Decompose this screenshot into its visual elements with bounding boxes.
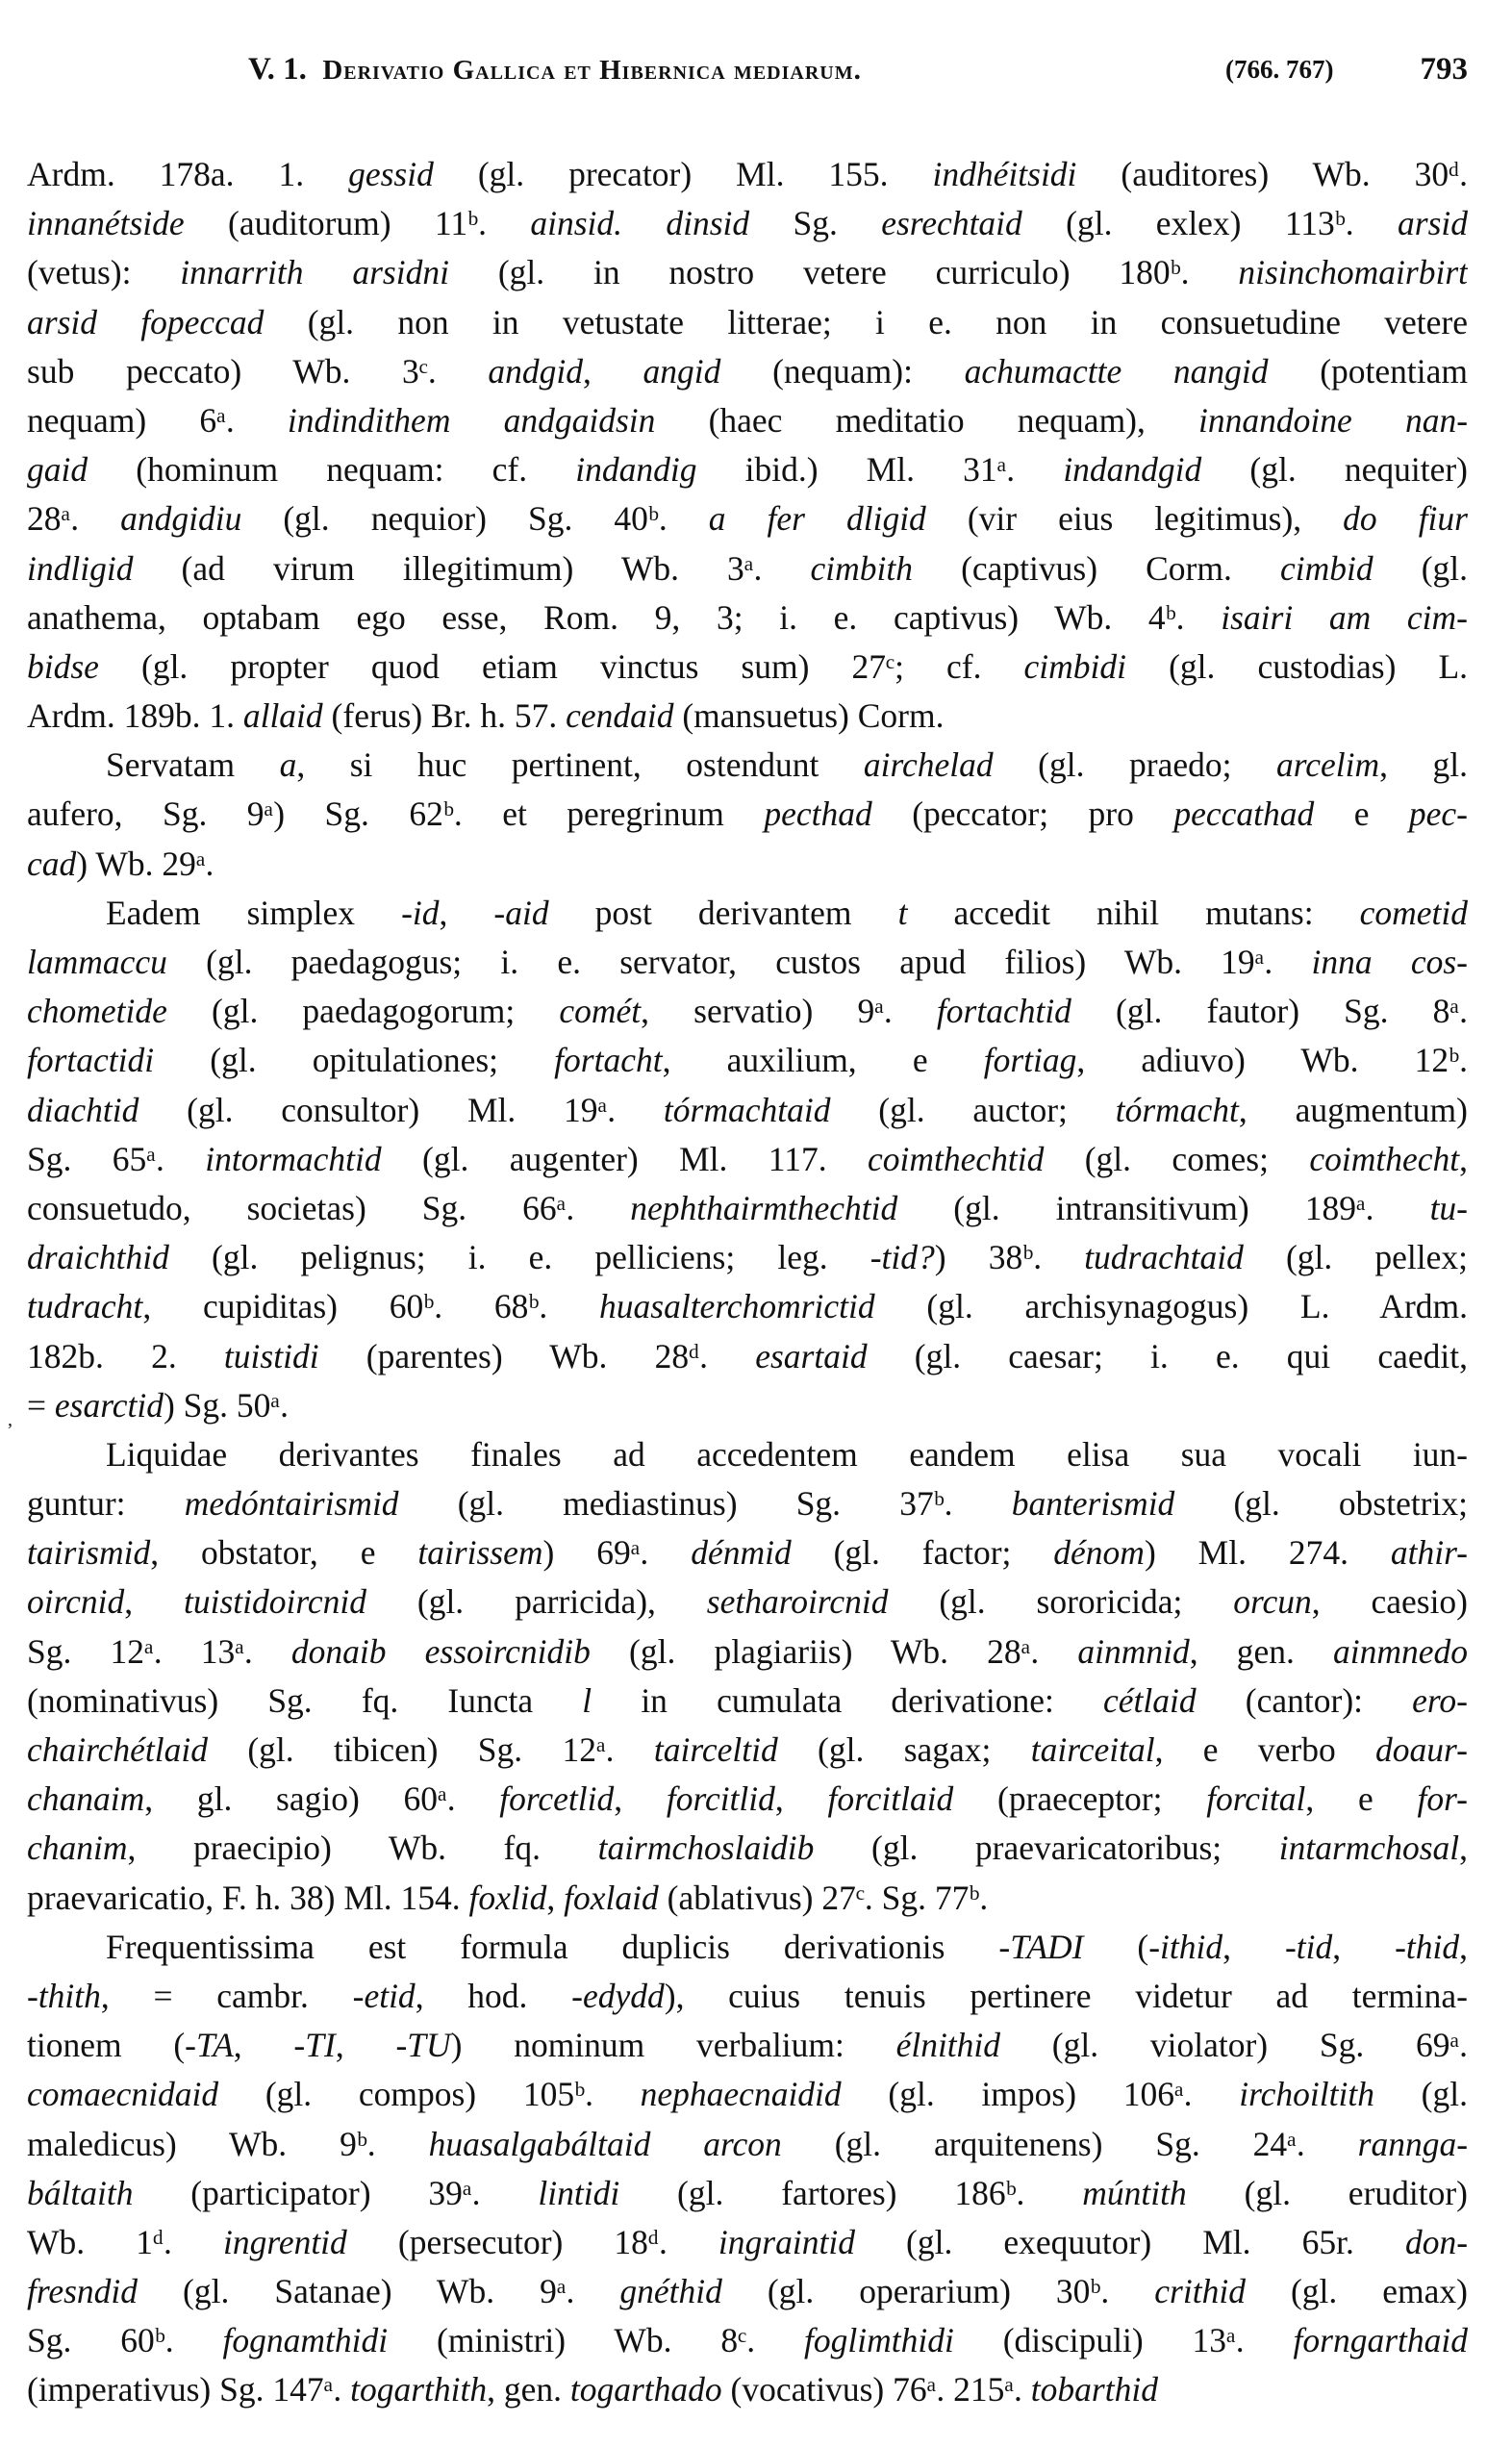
text-line: innanétside (auditorum) 11ᵇ. ainsid. dinsid Sg. esrechtaid (gl. exlex) 113ᵇ. arsid (27, 204, 1468, 243)
text-line: Liquidae derivantes finales ad accedentem eandem elisa sua vocali iun- (106, 1434, 1468, 1474)
page-number: 793 (1420, 52, 1468, 87)
text-line: tairismid, obstator, e tairissem) 69ᵃ. dénmid (gl. factor; dénom) Ml. 274. athir- (27, 1533, 1468, 1573)
text-line: lammaccu (gl. paedagogus; i. e. servator, custos apud filios) Wb. 19ᵃ. inna cos- (27, 943, 1468, 981)
paragraph (27, 150, 1468, 741)
text-line: comaecnidaid (gl. compos) 105ᵇ. nephaecnaidid (gl. impos) 106ᵃ. irchoiltith (gl. (27, 2075, 1468, 2114)
text-line: (imperativus) Sg. 147ᵃ. togarthith, gen. togarthado (vocativus) 76ᵃ. 215ᵃ. tobarthid (27, 2370, 1158, 2409)
text-line: 182b. 2. tuistidi (parentes) Wb. 28ᵈ. esartaid (gl. caesar; i. e. qui caedit, (27, 1336, 1468, 1375)
running-header (27, 40, 1468, 98)
text-line: praevaricatio, F. h. 38) Ml. 154. foxlid, foxlaid (ablativus) 27ᶜ. Sg. 77ᵇ. (27, 1878, 989, 1917)
header-title: Derivatio Gallica et Hibernica mediarum. (322, 55, 862, 86)
text-line: nequam) 6ᵃ. indindithem andgaidsin (haec meditatio nequam), innandoine nan- (27, 400, 1468, 440)
text-line: Eadem simplex -id, -aid post derivantem t accedit nihil mutans: cometid (106, 893, 1468, 932)
text-line: gaid (hominum nequam: cf. indandig ibid.) Ml. 31ᵃ. indandgid (gl. nequiter) (27, 450, 1468, 490)
text-line: báltaith (participator) 39ᵃ. lintidi (gl. fartores) 186ᵇ. múntith (gl. eruditor) (27, 2173, 1468, 2212)
text-line: draichthid (gl. pelignus; i. e. pelliciens; leg. -tid?) 38ᵇ. tudrachtaid (gl. pellex; (27, 1238, 1468, 1277)
text-line: cad) Wb. 29ᵃ. (27, 844, 214, 883)
text-line: tudracht, cupiditas) 60ᵇ. 68ᵇ. huasalterchomrictid (gl. archisynagogus) L. Ardm. (27, 1287, 1468, 1326)
header-refs: (766. 767) (1225, 55, 1334, 84)
paragraph (27, 889, 1468, 1430)
text-line: tionem (-TA, -TI, -TU) nominum verbalium: élnithid (gl. violator) Sg. 69ᵃ. (27, 2026, 1468, 2065)
text-line: fortactidi (gl. opitulationes; fortacht, auxilium, e fortiag, adiuvo) Wb. 12ᵇ. (27, 1041, 1468, 1080)
text-line: chairchétlaid (gl. tibicen) Sg. 12ᵃ. tairceltid (gl. sagax; tairceital, e verbo doaur- (27, 1730, 1468, 1769)
text-line: Wb. 1ᵈ. ingrentid (persecutor) 18ᵈ. ingraintid (gl. exequutor) Ml. 65r. don- (27, 2222, 1468, 2261)
text-line: = esarctid) Sg. 50ᵃ. (27, 1385, 289, 1425)
text-line: Sg. 60ᵇ. fognamthidi (ministri) Wb. 8ᶜ. foglimthidi (discipuli) 13ᵃ. forngarthaid (27, 2321, 1468, 2360)
text-line: Ardm. 178a. 1. gessid (gl. precator) Ml. 155. indhéitsidi (auditores) Wb. 30ᵈ. (27, 155, 1468, 193)
text-line: aufero, Sg. 9ᵃ) Sg. 62ᵇ. et peregrinum pecthad (peccator; pro peccathad e pec- (27, 795, 1468, 834)
text-line: anathema, optabam ego esse, Rom. 9, 3; i. e. captivus) Wb. 4ᵇ. isairi am cim- (27, 597, 1468, 637)
section-number: V. 1. (248, 52, 307, 87)
text-line: consuetudo, societas) Sg. 66ᵃ. nephthairmthechtid (gl. intransitivum) 189ᵃ. tu- (27, 1188, 1468, 1227)
header-left (248, 40, 862, 99)
text-line: chanim, praecipio) Wb. fq. tairmchoslaidib (gl. praevaricatoribus; intarmchosal, (27, 1829, 1468, 1868)
text-line: Sg. 12ᵃ. 13ᵃ. donaib essoircnidib (gl. plagiariis) Wb. 28ᵃ. ainmnid, gen. ainmnedo (27, 1631, 1468, 1671)
text-line: (nominativus) Sg. fq. Iuncta l in cumulata derivatione: cétlaid (cantor): ero- (27, 1680, 1468, 1720)
text-line: diachtid (gl. consultor) Ml. 19ᵃ. tórmachtaid (gl. auctor; tórmacht, augmentum) (27, 1090, 1468, 1129)
paragraph (27, 741, 1468, 889)
text-line: bidse (gl. propter quod etiam vinctus sum) 27ᶜ; cf. cimbidi (gl. custodias) L. (27, 646, 1468, 686)
text-body (27, 150, 1468, 2415)
text-line: chometide (gl. paedagogorum; comét, servatio) 9ᵃ. fortachtid (gl. fautor) Sg. 8ᵃ. (27, 992, 1468, 1031)
text-line: arsid fopeccad (gl. non in vetustate litterae; i e. non in consuetudine vetere (27, 302, 1468, 341)
text-line: Servatam a, si huc pertinent, ostendunt airchelad (gl. praedo; arcelim, gl. (106, 745, 1468, 785)
margin-mark: , (8, 1409, 13, 1430)
paragraph (27, 1923, 1468, 2415)
text-line: Ardm. 189b. 1. allaid (ferus) Br. h. 57. cendaid (mansuetus) Corm. (27, 696, 945, 736)
text-line: sub peccato) Wb. 3ᶜ. andgid, angid (nequam): achumactte nangid (potentiam (27, 351, 1468, 391)
text-line: chanaim, gl. sagio) 60ᵃ. forcetlid, forcitlid, forcitlaid (praeceptor; forcital, e for- (27, 1779, 1468, 1819)
text-line: guntur: medóntairismid (gl. mediastinus) Sg. 37ᵇ. banterismid (gl. obstetrix; (27, 1484, 1468, 1524)
text-line: (vetus): innarrith arsidni (gl. in nostro vetere curriculo) 180ᵇ. nisinchomairbirt (27, 253, 1468, 292)
text-line: maledicus) Wb. 9ᵇ. huasalgabáltaid arcon (gl. arquitenens) Sg. 24ᵃ. rannga- (27, 2124, 1468, 2163)
text-line: Sg. 65ᵃ. intormachtid (gl. augenter) Ml. 117. coimthechtid (gl. comes; coimthecht, (27, 1139, 1468, 1178)
text-line: fresndid (gl. Satanae) Wb. 9ᵃ. gnéthid (gl. operarium) 30ᵇ. crithid (gl. emax) (27, 2272, 1468, 2311)
text-line: 28ᵃ. andgidiu (gl. nequior) Sg. 40ᵇ. a fer dligid (vir eius legitimus), do fiur (27, 499, 1468, 539)
text-line: Frequentissima est formula duplicis derivationis -TADI (-ithid, -tid, -thid, (106, 1927, 1468, 1966)
page (27, 40, 1468, 2415)
text-line: indligid (ad virum illegitimum) Wb. 3ᵃ. cimbith (captivus) Corm. cimbid (gl. (27, 548, 1468, 588)
text-line: oircnid, tuistidoircnid (gl. parricida), setharoircnid (gl. sororicida; orcun, caesio) (27, 1582, 1468, 1622)
paragraph (27, 1430, 1468, 1923)
text-line: -thith, = cambr. -etid, hod. -edydd), cuius tenuis pertinere videtur ad termina- (27, 1976, 1468, 2015)
